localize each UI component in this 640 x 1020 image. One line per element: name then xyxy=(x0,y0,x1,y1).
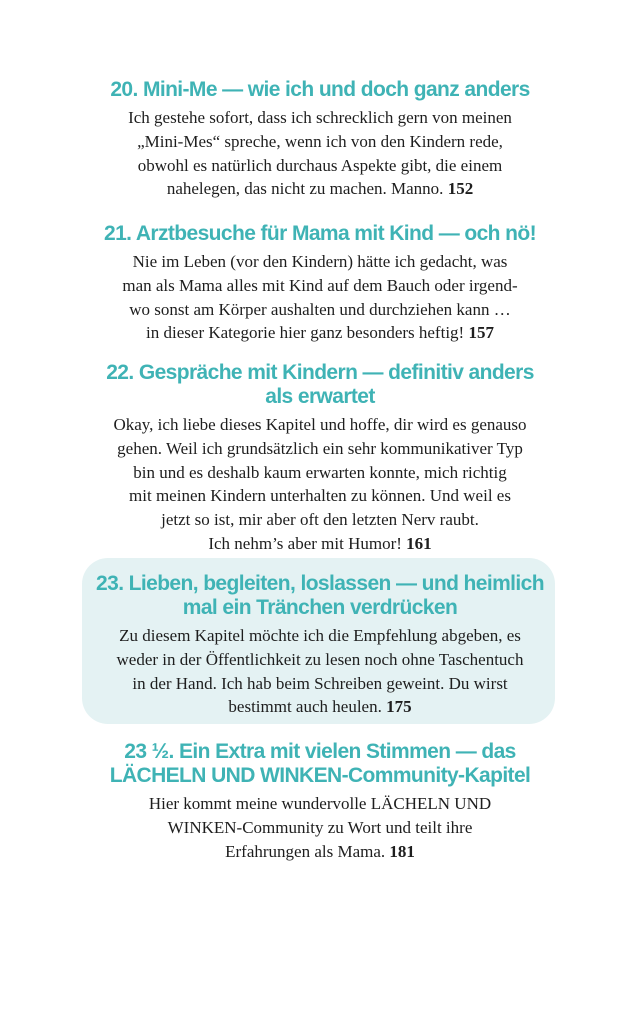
chapter-summary-text: Ich gestehe sofort, dass ich schrecklich gern von meinen „Mini-Mes“ spreche, wenn ich von den Kindern rede, obwohl es natürlich durchaus Aspekte gibt, die einem nahelegen, das nicht zu machen. Manno. xyxy=(128,108,512,199)
chapter-summary xyxy=(85,250,555,345)
chapter-summary xyxy=(85,413,555,556)
toc-entry-20 xyxy=(0,78,640,201)
chapter-summary xyxy=(85,106,555,201)
chapter-summary-text: Okay, ich liebe dieses Kapitel und hoffe, dir wird es genauso gehen. Weil ich grundsätzlich ein sehr kommunikativer Typ bin und es deshalb kaum erwarten konnte, mich richtig mit meinen Kindern unterhalten zu können. Und weil es jetzt so ist, mir aber oft den letzten Nerv raubt. Ich nehm’s aber mit Humor! xyxy=(113,415,527,553)
chapter-title: 21. Arztbesuche für Mama mit Kind — och nö! xyxy=(104,222,536,245)
chapter-summary xyxy=(85,624,555,719)
toc-entry-23 xyxy=(0,572,640,719)
chapter-title: 20. Mini-Me — wie ich und doch ganz anders xyxy=(110,78,530,101)
chapter-title: 22. Gespräche mit Kindern — definitiv anders als erwartet xyxy=(106,361,534,408)
page-number: 157 xyxy=(468,323,494,343)
page-number: 161 xyxy=(406,533,432,553)
chapter-summary-text: Nie im Leben (vor den Kindern) hätte ich gedacht, was man als Mama alles mit Kind auf dem Bauch oder irgend- wo sonst am Körper aushalten und durchziehen kann … in dieser Kategorie hier ganz besonders heftig! xyxy=(122,252,518,343)
page-number: 152 xyxy=(447,179,474,199)
toc-entry-22 xyxy=(0,361,640,556)
page-number: 175 xyxy=(386,697,412,717)
chapter-summary-text: Hier kommt meine wundervolle LÄCHELN UND WINKEN-Community zu Wort und teilt ihre Erfahrungen als Mama. xyxy=(148,794,492,861)
toc-entry-21 xyxy=(0,222,640,345)
chapter-title: 23. Lieben, begleiten, loslassen — und heimlich mal ein Tränchen verdrücken xyxy=(96,572,544,619)
toc-entry-23-half xyxy=(0,740,640,863)
chapter-title: 23 ½. Ein Extra mit vielen Stimmen — das LÄCHELN UND WINKEN-Community-Kapitel xyxy=(109,740,531,787)
chapter-summary-text: Zu diesem Kapitel möchte ich die Empfehlung abgeben, es weder in der Öffentlichkeit zu lesen noch ohne Taschentuch in der Hand. Ich hab beim Schreiben geweint. Du wirst bestimmt auch heulen. xyxy=(116,626,524,717)
page-number: 181 xyxy=(389,841,415,861)
chapter-summary xyxy=(85,792,555,863)
